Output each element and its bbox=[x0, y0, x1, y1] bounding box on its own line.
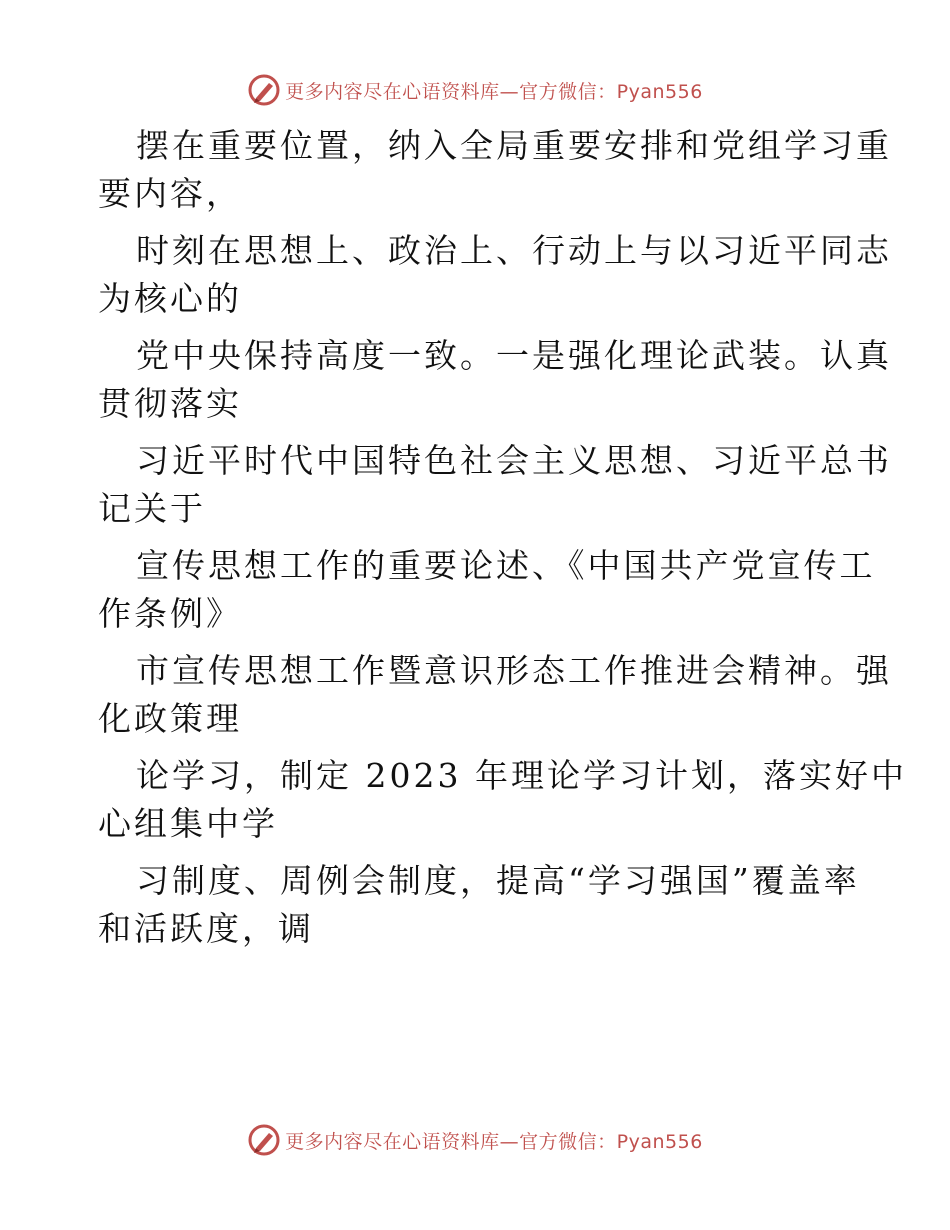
text-line: 市宣传思想工作暨意识形态工作推进会精神。强 bbox=[136, 651, 892, 690]
header-text: 更多内容尽在心语资料库—官方微信：Pyan556 bbox=[285, 80, 703, 103]
header-banner bbox=[0, 70, 950, 110]
text-line: 和活跃度，调 bbox=[98, 909, 314, 948]
footer-text: 更多内容尽在心语资料库—官方微信：Pyan556 bbox=[285, 1130, 703, 1153]
text-line: 习近平时代中国特色社会主义思想、习近平总书 bbox=[136, 441, 892, 480]
text-line: 摆在重要位置，纳入全局重要安排和党组学习重 bbox=[136, 126, 892, 165]
text-line: 化政策理 bbox=[98, 699, 242, 738]
text-line: 记关于 bbox=[98, 489, 206, 528]
text-line: 心组集中学 bbox=[98, 804, 278, 843]
text-line: 党中央保持高度一致。一是强化理论武装。认真 bbox=[136, 336, 892, 375]
text-line: 贯彻落实 bbox=[98, 384, 242, 423]
text-line: 作条例》 bbox=[98, 594, 242, 633]
text-line: 论学习，制定 2023 年理论学习计划，落实好中 bbox=[136, 756, 907, 795]
text-line: 为核心的 bbox=[98, 279, 242, 318]
pen-logo-icon bbox=[247, 73, 281, 107]
text-line: 宣传思想工作的重要论述、《中国共产党宣传工 bbox=[136, 546, 876, 585]
pen-logo-icon bbox=[247, 1123, 281, 1157]
text-line: 要内容， bbox=[98, 174, 242, 213]
footer-banner bbox=[0, 1120, 950, 1160]
text-line: 时刻在思想上、政治上、行动上与以习近平同志 bbox=[136, 231, 892, 270]
text-line: 习制度、周例会制度，提高“学习强国”覆盖率 bbox=[136, 861, 860, 900]
